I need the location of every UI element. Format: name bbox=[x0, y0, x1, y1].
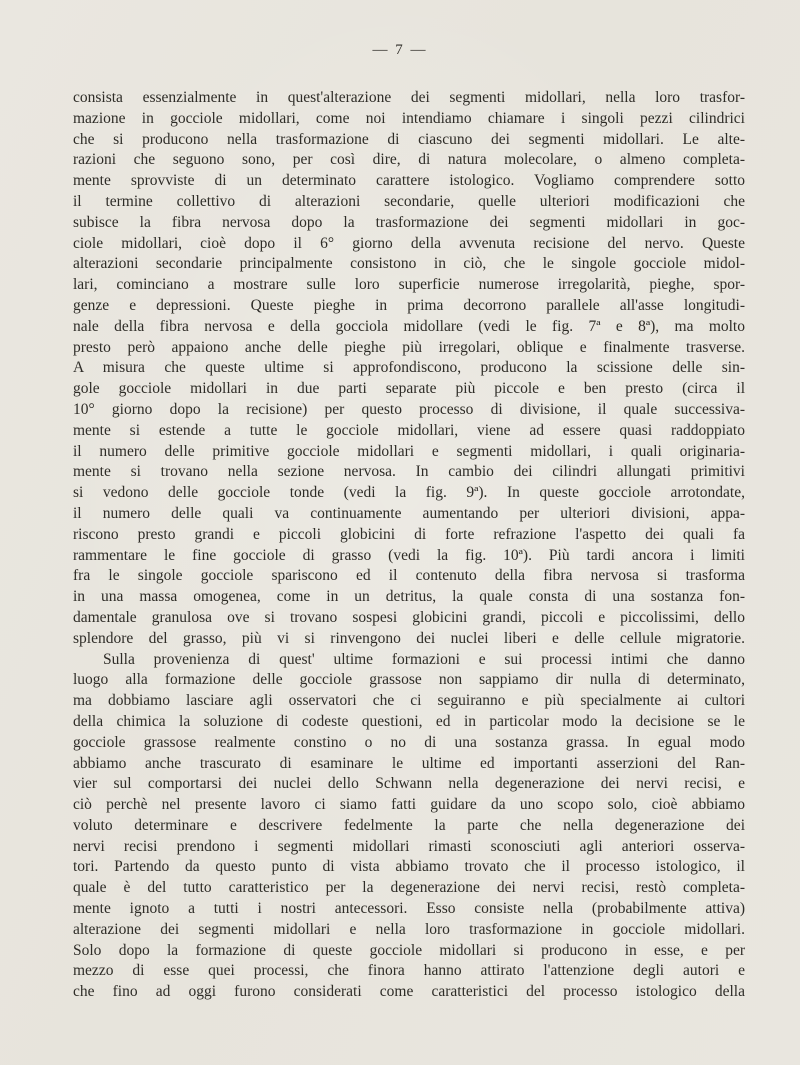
text-line: della chimica la soluzione di codeste questioni, ed in particolar modo la decisione se le bbox=[73, 712, 745, 730]
text-line: fra le singole gocciole spariscono ed il contenuto della fibra nervosa si trasforma bbox=[73, 567, 745, 585]
text-line: voluto determinare e descrivere fedelmente la parte che nella degenerazione dei bbox=[73, 816, 745, 834]
text-line: alterazioni secondarie principalmente consistono in ciò, che le singole gocciole midol- bbox=[73, 255, 745, 273]
paragraph bbox=[73, 650, 745, 1004]
text-line: il numero delle primitive gocciole midollari e segmenti midollari, i quali originaria- bbox=[73, 442, 745, 460]
text-line: luogo alla formazione delle gocciole grassose non sappiamo dir nulla di determinato, bbox=[73, 671, 745, 689]
text-line: mazione in gocciole midollari, come noi intendiamo chiamare i singoli pezzi cilindrici bbox=[73, 109, 745, 127]
text-line: nale della fibra nervosa e della gocciola midollare (vedi le fig. 7ª e 8ª), ma molto bbox=[73, 317, 745, 335]
text-line: razioni che seguono sono, per così dire, di natura molecolare, o almeno completa- bbox=[73, 151, 745, 169]
text-line: mente ignoto a tutti i nostri antecessori. Esso consiste nella (probabilmente attiva) bbox=[73, 900, 745, 918]
text-line: damentale granulosa ove si trovano sospesi globicini grandi, piccoli e piccolissimi, dello bbox=[73, 608, 745, 626]
text-line: ciole midollari, cioè dopo il 6° giorno della avvenuta recisione del nervo. Queste bbox=[73, 234, 745, 252]
text-line: splendore del grasso, più vi si rinvengono dei nuclei liberi e delle cellule migratorie. bbox=[73, 629, 745, 647]
page-number: — 7 — bbox=[372, 42, 428, 58]
text-line: il termine collettivo di alterazioni secondarie, quelle ulteriori modificazioni che bbox=[73, 192, 745, 210]
paragraph bbox=[73, 88, 745, 650]
text-line: alterazione dei segmenti midollari e nella loro trasformazione in gocciole midollari. bbox=[73, 920, 745, 938]
text-line: mente si estende a tutte le gocciole midollari, viene ad essere quasi raddoppiato bbox=[73, 421, 745, 439]
text-line: ciò perchè nel presente lavoro ci siamo fatti guidare da uno scopo solo, cioè abbiamo bbox=[73, 796, 745, 814]
text-line: Sulla provenienza di quest' ultime formazioni e sui processi intimi che danno bbox=[103, 650, 745, 668]
text-line: tori. Partendo da questo punto di vista abbiamo trovato che il processo istologico, il bbox=[73, 858, 745, 876]
text-line: riscono presto grandi e piccoli globicini di forte refrazione l'aspetto dei quali fa bbox=[73, 525, 745, 543]
text-line: mente si trovano nella sezione nervosa. In cambio dei cilindri allungati primitivi bbox=[73, 463, 745, 481]
text-line: il numero delle quali va continuamente aumentando per ulteriori divisioni, appa- bbox=[73, 504, 745, 522]
text-line: mente sprovviste di un determinato carattere istologico. Vogliamo comprendere sotto bbox=[73, 172, 745, 190]
text-line: che fino ad oggi furono considerati come caratteristici del processo istologico della bbox=[73, 983, 745, 1001]
text-line: subisce la fibra nervosa dopo la trasformazione dei segmenti midollari in goc- bbox=[73, 213, 745, 231]
text-line: abbiamo anche trascurato di esaminare le ultime ed importanti asserzioni del Ran- bbox=[73, 754, 745, 772]
text-line: Solo dopo la formazione di queste gocciole midollari si producono in esse, e per bbox=[73, 941, 745, 959]
text-line: quale è del tutto caratteristico per la degenerazione dei nervi recisi, restò completa- bbox=[73, 879, 745, 897]
text-line: 10° giorno dopo la recisione) per questo processo di divisione, il quale successiva- bbox=[73, 400, 745, 418]
text-line: si vedono delle gocciole tonde (vedi la fig. 9ª). In queste gocciole arrotondate, bbox=[73, 484, 745, 502]
text-line: gocciole grassose realmente constino o no di una sostanza grassa. In egual modo bbox=[73, 733, 745, 751]
text-line: gole gocciole midollari in due parti separate più piccole e ben presto (circa il bbox=[73, 380, 745, 398]
text-line: vier sul comportarsi dei nuclei dello Schwann nella degenerazione dei nervi recisi, e bbox=[73, 775, 745, 793]
text-line: nervi recisi prendono i segmenti midollari rimasti sconosciuti agli anteriori osserva- bbox=[73, 837, 745, 855]
text-line: mezzo di esse quei processi, che finora hanno attirato l'attenzione degli autori e bbox=[73, 962, 745, 980]
text-line: in una massa omogenea, come in un detritus, la quale consta di una sostanza fon- bbox=[73, 588, 745, 606]
text-line: A misura che queste ultime si approfondiscono, producono la scissione delle sin- bbox=[73, 359, 745, 377]
text-block bbox=[73, 88, 745, 1003]
text-line: lari, cominciano a mostrare sulle loro superficie numerose irregolarità, pieghe, spor- bbox=[73, 276, 745, 294]
text-line: presto però appaiono anche delle pieghe più irregolari, oblique e finalmente trasverse. bbox=[73, 338, 745, 356]
text-line: che si producono nella trasformazione di ciascuno dei segmenti midollari. Le alte- bbox=[73, 130, 745, 148]
text-line: genze e depressioni. Queste pieghe in prima decorrono parallele all'asse longitudi- bbox=[73, 296, 745, 314]
text-line: consista essenzialmente in quest'alterazione dei segmenti midollari, nella loro trasfor- bbox=[73, 89, 745, 106]
text-line: rammentare le fine gocciole di grasso (vedi la fig. 10ª). Più tardi ancora i limiti bbox=[73, 546, 745, 564]
text-line: ma dobbiamo lasciare agli osservatori che ci seguiranno e più specialmente ai cultori bbox=[73, 692, 745, 710]
